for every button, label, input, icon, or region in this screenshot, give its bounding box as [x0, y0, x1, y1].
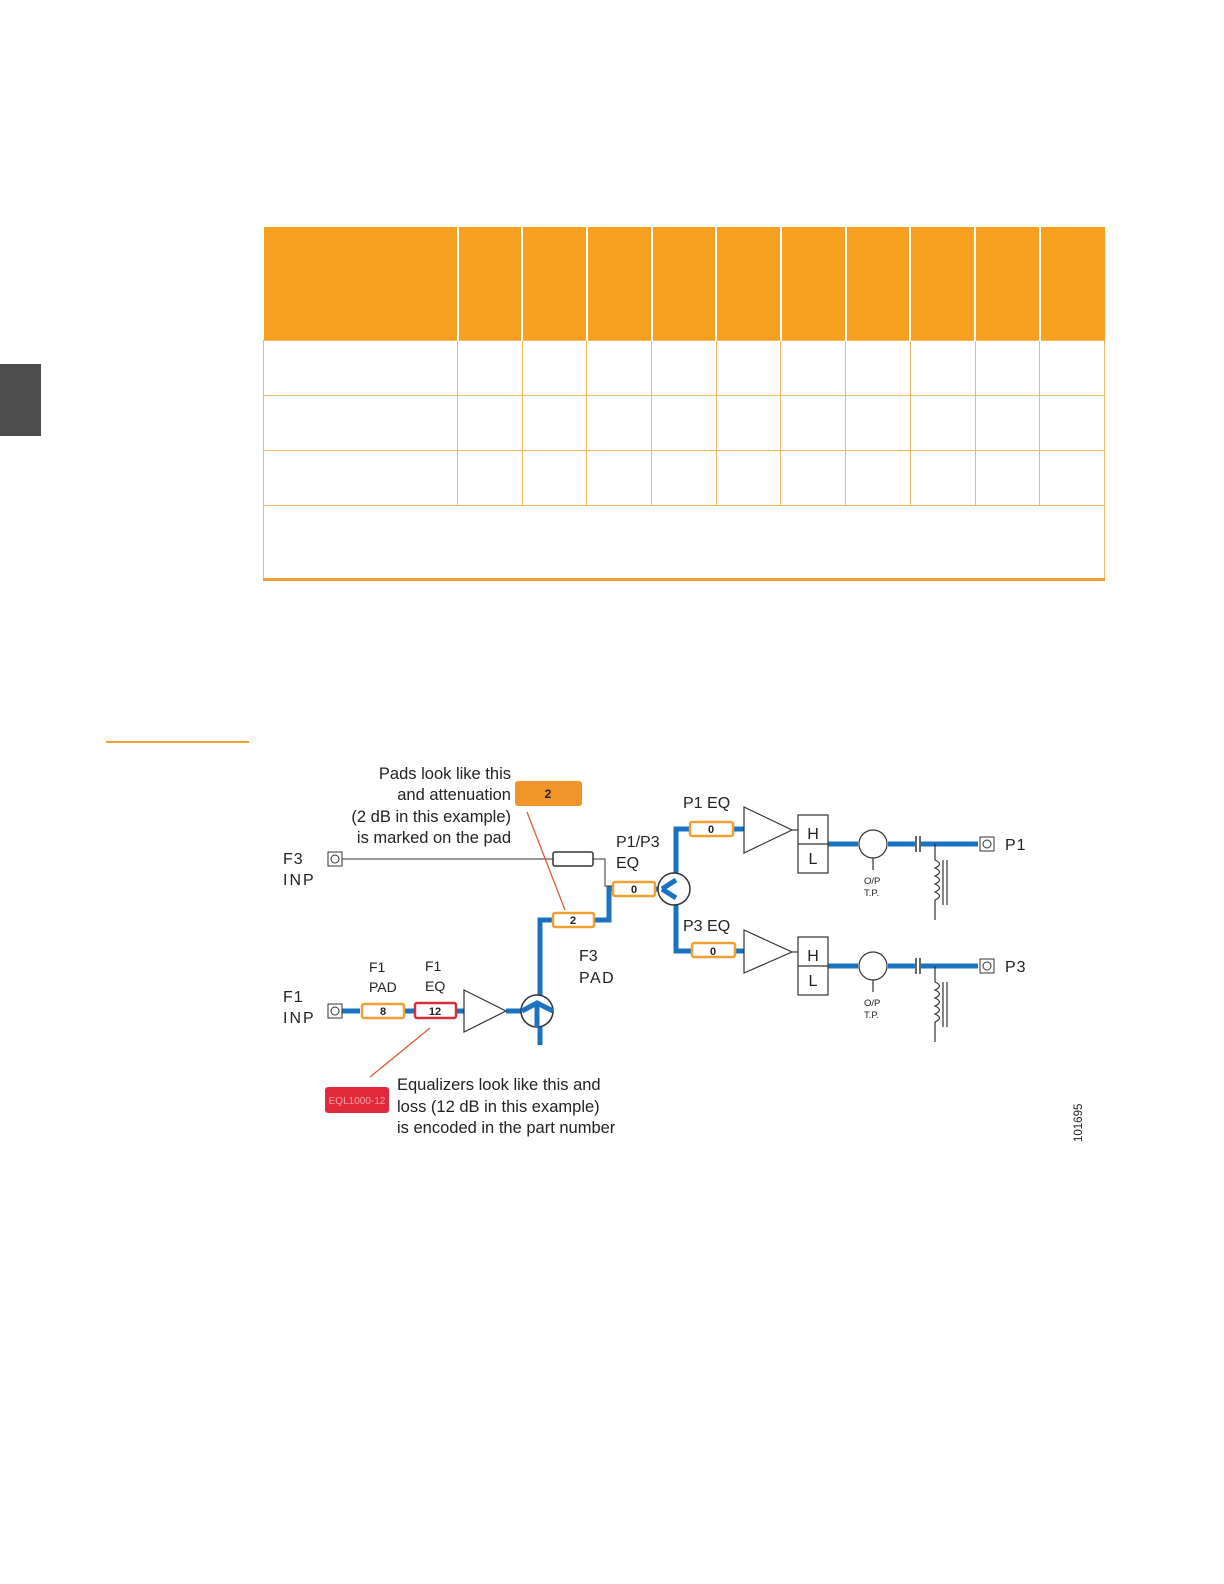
signal-flow-diagram	[260, 755, 1100, 1155]
table-row	[264, 451, 1105, 506]
table-row	[264, 396, 1105, 451]
svg-text:T.P.: T.P.	[864, 888, 880, 899]
section-tab	[0, 364, 41, 436]
svg-text:P3 EQ: P3 EQ	[683, 918, 731, 935]
test-points	[859, 830, 887, 992]
svg-text:INP: INP	[283, 872, 316, 889]
svg-text:P1 EQ: P1 EQ	[683, 795, 731, 812]
svg-text:F1: F1	[425, 958, 442, 974]
splitters	[521, 873, 690, 1027]
header-cell	[910, 227, 975, 341]
svg-text:L: L	[808, 973, 818, 990]
section-rule	[106, 741, 249, 743]
capacitors	[916, 836, 920, 974]
pad-sample-label: 2	[544, 787, 552, 801]
svg-text:P3: P3	[1005, 959, 1027, 976]
leader-lines	[370, 812, 565, 1077]
svg-text:0: 0	[709, 946, 717, 958]
svg-text:H: H	[807, 948, 819, 965]
svg-text:F1: F1	[283, 989, 304, 1006]
svg-text:PAD: PAD	[369, 979, 397, 995]
svg-text:12: 12	[428, 1006, 442, 1018]
svg-text:P1/P3: P1/P3	[616, 834, 660, 851]
table-note-row	[264, 506, 1105, 580]
eq-callout-text	[397, 1076, 616, 1137]
svg-text:PAD: PAD	[579, 970, 616, 987]
inductors	[935, 844, 947, 1042]
p3-amplifier	[744, 930, 792, 973]
svg-text:L: L	[808, 851, 818, 868]
table-header-row	[264, 227, 1105, 341]
svg-text:(2 dB in this example): (2 dB in this example)	[351, 808, 511, 826]
header-cell	[716, 227, 781, 341]
svg-text:H: H	[807, 826, 819, 843]
header-cell	[1040, 227, 1105, 341]
svg-text:O/P: O/P	[864, 876, 881, 887]
header-cell	[458, 227, 523, 341]
header-cell	[781, 227, 846, 341]
svg-text:F3: F3	[283, 851, 304, 868]
header-cell	[652, 227, 717, 341]
eq-sample-label: EQL1000-12	[328, 1096, 386, 1107]
svg-text:loss (12 dB in this example): loss (12 dB in this example)	[397, 1098, 600, 1116]
p1-amplifier	[744, 807, 792, 853]
f3-input-line	[342, 852, 612, 886]
blank-pad-socket	[553, 852, 593, 866]
table-row	[264, 341, 1105, 396]
svg-text:EQ: EQ	[425, 978, 446, 994]
svg-text:Pads look like this: Pads look like this	[378, 765, 511, 783]
svg-text:F1: F1	[369, 959, 386, 975]
svg-text:EQ: EQ	[616, 855, 640, 872]
header-cell	[522, 227, 587, 341]
svg-text:2: 2	[569, 915, 577, 927]
data-table	[263, 227, 1105, 581]
figure-id: 101695	[1073, 1103, 1085, 1142]
svg-text:and attenuation: and attenuation	[397, 786, 511, 804]
svg-text:INP: INP	[283, 1010, 316, 1027]
header-cell	[587, 227, 652, 341]
svg-text:F3: F3	[579, 948, 598, 965]
svg-text:8: 8	[379, 1006, 387, 1018]
svg-text:0: 0	[707, 824, 715, 836]
header-cell	[975, 227, 1040, 341]
svg-text:is encoded in the part number: is encoded in the part number	[397, 1119, 616, 1137]
header-cell	[846, 227, 911, 341]
svg-text:Equalizers look like this and: Equalizers look like this and	[397, 1076, 601, 1094]
header-cell	[264, 227, 458, 341]
svg-text:0: 0	[630, 884, 638, 896]
svg-text:is marked on the pad: is marked on the pad	[356, 829, 511, 847]
svg-text:P1: P1	[1005, 837, 1027, 854]
f1-amplifier	[464, 990, 506, 1032]
pads-callout-text	[351, 765, 511, 847]
svg-text:T.P.: T.P.	[864, 1010, 880, 1021]
svg-text:O/P: O/P	[864, 998, 881, 1009]
